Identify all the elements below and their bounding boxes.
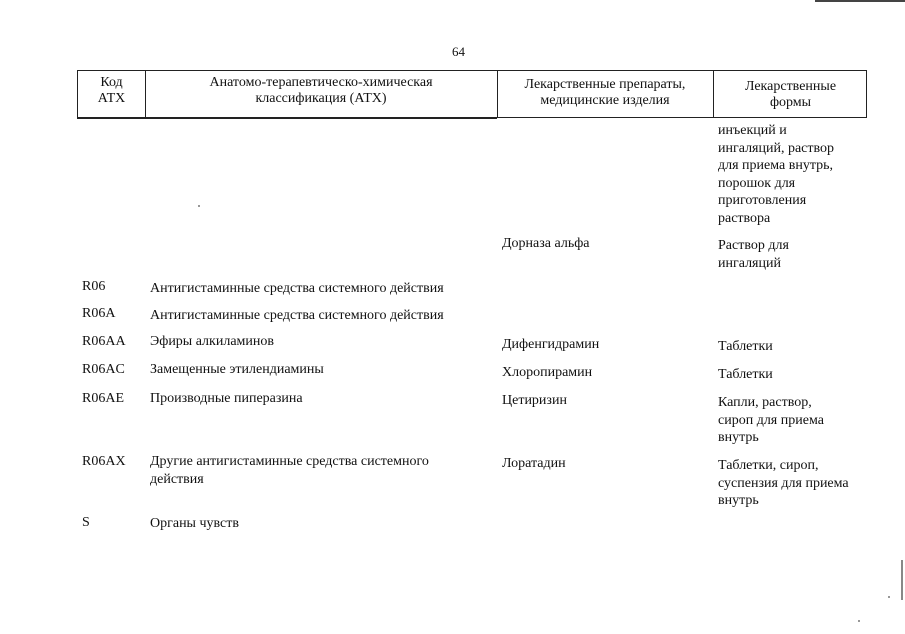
name-cell [150,453,429,488]
header-drugs [497,77,713,109]
forms-line: Капли, раствор, [718,395,812,410]
name-line: Другие антигистаминные средства системного [150,454,429,469]
table-header [77,70,867,118]
name-cell: Замещенные этилендиамины [150,362,324,377]
page-number: 64 [452,44,465,59]
forms-line: порошок для [718,175,796,191]
name-cell: Производные пиперазина [150,391,303,406]
header-forms [713,79,868,111]
header-classification-line: классификация (АТХ) [255,91,387,106]
forms-line: Таблетки, сироп, [718,458,819,473]
name-cell: Органы чувств [150,516,239,531]
forms-line: приготовления [718,193,807,208]
forms-cell: Таблетки [718,339,773,354]
continuation-forms [718,122,834,227]
forms-line: внутрь [718,430,759,445]
forms-line: раствора [718,210,771,226]
forms-cell [718,457,849,510]
code-cell: R06AA [82,334,126,349]
name-cell: Антигистаминные средства системного действия [150,281,444,296]
name-line: действия [150,471,204,487]
drug-cell: Лоратадин [502,456,566,471]
scan-edge-mark [901,560,903,600]
scan-speck [198,205,200,207]
header-classification [145,75,497,107]
code-cell: S [82,515,90,530]
forms-line: ингаляций [718,255,781,271]
code-cell: R06 [82,279,106,294]
header-drugs-line: медицинские изделия [540,93,670,108]
forms-cell [718,394,824,447]
code-cell: R06A [82,306,116,321]
scan-speck [858,620,860,622]
forms-line: ингаляций, раствор [718,140,835,156]
drug-cell: Дорназа альфа [502,236,590,251]
header-code [78,75,145,107]
code-cell: R06AC [82,362,125,377]
forms-line: Раствор для [718,238,789,253]
forms-cell: Таблетки [718,367,773,382]
header-drugs-line: Лекарственные препараты, [524,77,686,92]
scan-speck [888,596,890,598]
drug-cell: Хлоропирамин [502,365,593,380]
forms-line: инъекций и [718,123,787,138]
forms-line: суспензия для приема [718,475,849,491]
forms-cell [718,237,789,272]
code-cell: R06AX [82,454,126,469]
drug-cell: Цетиризин [502,393,567,408]
forms-line: сироп для приема [718,412,824,428]
name-cell: Эфиры алкиламинов [150,334,274,349]
drug-cell: Дифенгидрамин [502,337,600,352]
forms-line: для приема внутрь, [718,158,834,173]
header-classification-line: Анатомо-терапевтическо-химическая [209,75,433,90]
header-forms-line: Лекарственные [744,79,837,94]
code-cell: R06AE [82,391,124,406]
header-code-line: АТХ [97,91,126,106]
scan-edge-mark [815,0,905,2]
header-forms-line: формы [769,95,812,110]
header-underline [77,118,497,119]
forms-line: внутрь [718,493,759,508]
name-cell: Антигистаминные средства системного действия [150,308,444,323]
header-code-line: Код [100,75,123,90]
